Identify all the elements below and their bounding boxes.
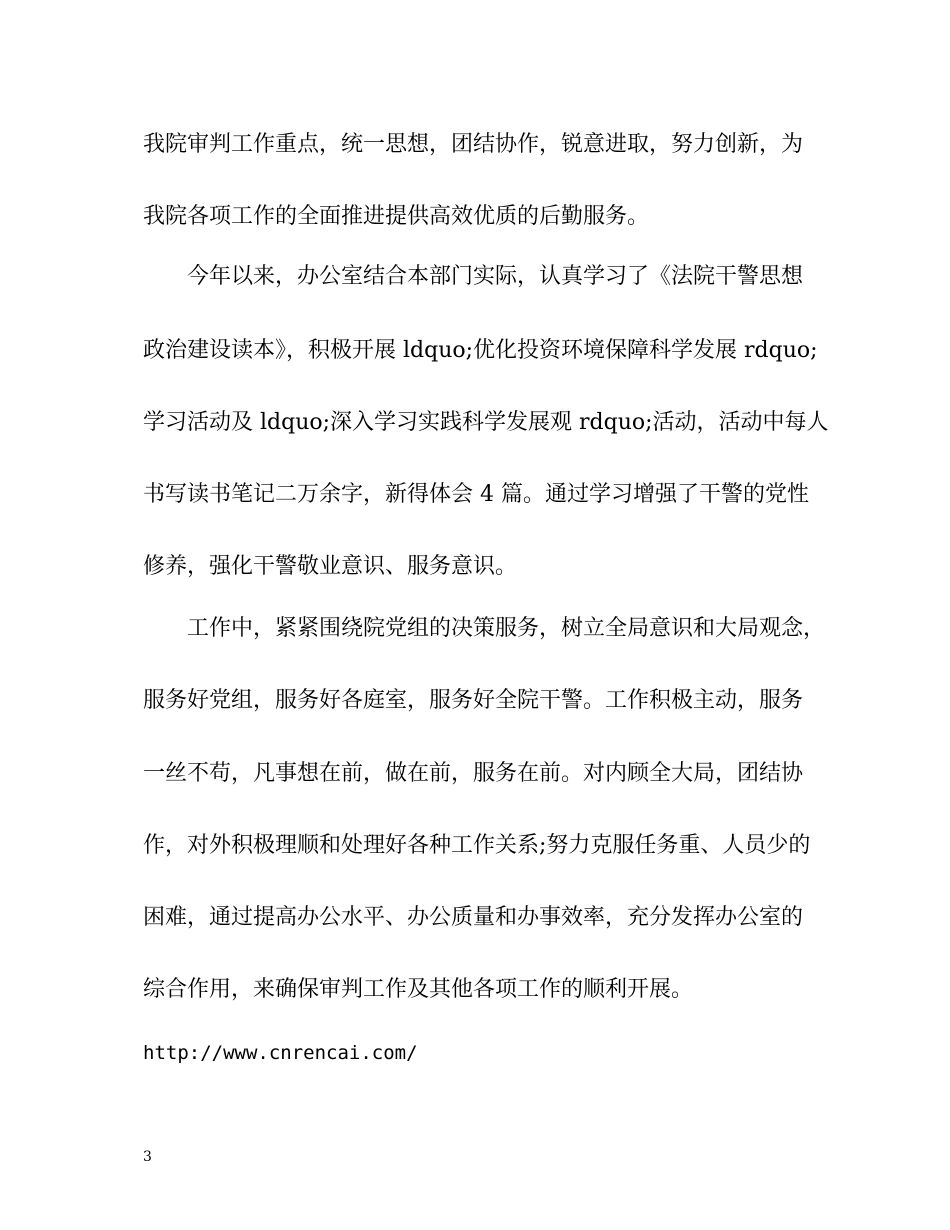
paragraph-2-line-4: 书写读书笔记二万余字，新得体会 4 篇。通过学习增强了干警的党性 bbox=[143, 482, 809, 507]
paragraph-3-line-6: 综合作用，来确保审判工作及其他各项工作的顺利开展。 bbox=[143, 977, 694, 1002]
page-number: 3 bbox=[143, 1149, 152, 1165]
paragraph-3-line-2: 服务好党组，服务好各庭室，服务好全院干警。工作积极主动，服务 bbox=[143, 688, 804, 713]
paragraph-3-line-5: 困难，通过提高办公水平、办公质量和办事效率，充分发挥办公室的 bbox=[143, 905, 804, 930]
paragraph-2-line-3: 学习活动及 ldquo;深入学习实践科学发展观 rdquo;活动，活动中每人 bbox=[143, 410, 829, 435]
paragraph-3-line-4: 作，对外积极理顺和处理好各种工作关系;努力克服任务重、人员少的 bbox=[143, 833, 811, 858]
paragraph-1-line-2: 我院各项工作的全面推进提供高效优质的后勤服务。 bbox=[143, 204, 650, 229]
paragraph-2-line-2: 政治建设读本》，积极开展 ldquo;优化投资环境保障科学发展 rdquo; bbox=[143, 338, 818, 363]
paragraph-2-line-1: 今年以来，办公室结合本部门实际，认真学习了《法院干警思想 bbox=[187, 264, 804, 289]
source-url: http://www.cnrencai.com/ bbox=[143, 1042, 418, 1064]
paragraph-2-line-5: 修养，强化干警敬业意识、服务意识。 bbox=[143, 554, 518, 579]
paragraph-3-line-1: 工作中，紧紧围绕院党组的决策服务，树立全局意识和大局观念， bbox=[187, 616, 826, 641]
paragraph-1-line-1: 我院审判工作重点，统一思想，团结协作，锐意进取，努力创新，为 bbox=[143, 132, 804, 157]
paragraph-3-line-3: 一丝不苟，凡事想在前，做在前，服务在前。对内顾全大局，团结协 bbox=[143, 761, 804, 786]
